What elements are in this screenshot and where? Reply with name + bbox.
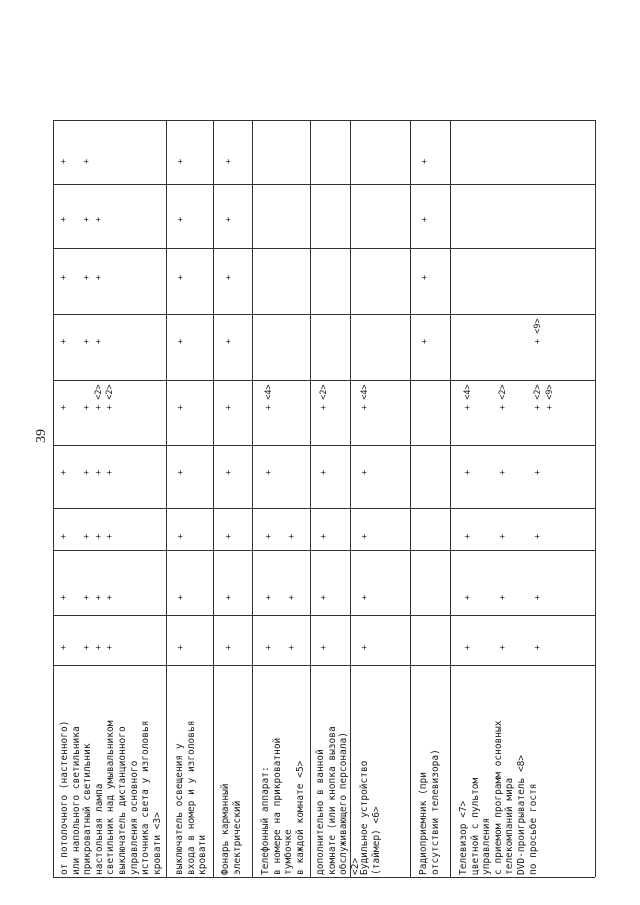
table-cell-mark: + — [176, 644, 186, 650]
table-cell-mark: + — [498, 594, 508, 600]
table-cell-mark: + — [319, 533, 329, 539]
table-cell-mark: + — [264, 533, 274, 539]
table-cell-mark: + — [287, 594, 297, 600]
page-number: 39 — [34, 429, 49, 443]
table-cell-mark: + — [59, 594, 69, 600]
table-cell-mark: + — [533, 594, 543, 600]
table-cell-mark: + — [59, 158, 69, 164]
table-cell-mark: + — [82, 404, 92, 410]
table-cell-mark: + — [420, 216, 430, 222]
table-cell-mark: + — [224, 338, 234, 344]
table-cell-mark: + — [463, 469, 473, 475]
table-cell-mark: + — [82, 533, 92, 539]
table-cell-mark: + — [59, 216, 69, 222]
table-cell-mark: + — [463, 533, 473, 539]
col-divider — [53, 248, 595, 249]
table-cell-mark: + — [224, 533, 234, 539]
row-label-text: от потолочного (настенного) или напольного светильника прикроватный светильник настольная лампа светильник над умывальником выключатель дистанционного управления основного источника света у изголовья кровати <3> — [59, 720, 163, 875]
row-divider — [166, 120, 167, 877]
table-cell-mark: + <9> — [533, 318, 543, 344]
table-cell-mark: + <2> — [498, 384, 508, 410]
table-cell-mark: + <2> — [105, 384, 115, 410]
table-border-left — [53, 120, 54, 877]
table-cell-mark: + — [176, 158, 186, 164]
label-column-divider — [53, 665, 595, 666]
table-cell-mark: + — [224, 594, 234, 600]
table-cell-mark: + — [59, 404, 69, 410]
table-cell-mark: + — [319, 644, 329, 650]
table-cell-mark: + — [264, 644, 274, 650]
table-cell-mark: + — [533, 644, 543, 650]
table-cell-mark: + — [360, 644, 370, 650]
table-cell-mark: + <2> — [533, 384, 543, 410]
row-divider — [213, 120, 214, 877]
table-cell-mark: + — [176, 469, 186, 475]
table-cell-mark: + — [420, 338, 430, 344]
row-divider — [252, 120, 253, 877]
table-cell-mark: + — [176, 274, 186, 280]
table-cell-mark: + — [82, 594, 92, 600]
table-cell-mark: + — [94, 594, 104, 600]
table-cell-mark: + — [82, 644, 92, 650]
table-cell-mark: + <4> — [463, 384, 473, 410]
table-cell-mark: + — [319, 469, 329, 475]
table-cell-mark: + — [94, 274, 104, 280]
col-divider — [53, 380, 595, 381]
row-divider — [450, 120, 451, 877]
table-cell-mark: + — [59, 469, 69, 475]
table-cell-mark: + — [264, 594, 274, 600]
row-label-text: Телефонный аппарат: в номере на прикроватной тумбочке в каждой комнате <5> — [260, 737, 306, 875]
table-cell-mark: + — [82, 338, 92, 344]
table-cell-mark: + — [176, 533, 186, 539]
table-cell-mark: + — [94, 469, 104, 475]
row-label-text: Телевизор <7> цветной с пультом управления с приемом программ основных телекомпаний мира DVD-проигрыватель <8> по просьбе гостя — [458, 720, 539, 875]
table-cell-mark: + <2> — [94, 384, 104, 410]
table-cell-mark: + <2> — [319, 384, 329, 410]
table-cell-mark: + — [498, 644, 508, 650]
table-cell-mark: + — [224, 469, 234, 475]
table-cell-mark: + <9> — [545, 384, 555, 410]
col-divider — [53, 184, 595, 185]
col-divider — [53, 445, 595, 446]
table-cell-mark: + — [264, 469, 274, 475]
col-divider — [53, 615, 595, 616]
table-cell-mark: + — [82, 274, 92, 280]
row-divider — [310, 120, 311, 877]
table-cell-mark: + <4> — [360, 384, 370, 410]
table-cell-mark: + — [360, 594, 370, 600]
row-divider — [410, 120, 411, 877]
table-cell-mark: + — [59, 533, 69, 539]
table-cell-mark: + — [82, 216, 92, 222]
table-cell-mark: + — [59, 274, 69, 280]
row-label-text: дополнительно в ванной комнате (или кнопка вызова обслуживающего персонала) <2> — [315, 726, 361, 875]
table-cell-mark: + — [176, 404, 186, 410]
table-cell-mark: + — [498, 469, 508, 475]
table-cell-mark: + — [533, 533, 543, 539]
col-divider — [53, 508, 595, 509]
table-cell-mark: + — [420, 274, 430, 280]
row-label-text: выключатель освещения у входа в номер и у изголовья кровати — [174, 720, 209, 875]
table-cell-mark: + — [82, 469, 92, 475]
table-cell-mark: + — [224, 644, 234, 650]
row-label-text: Фонарь карманный электрический — [220, 783, 243, 875]
table-cell-mark: + — [82, 158, 92, 164]
table-cell-mark: + — [59, 338, 69, 344]
document-table — [53, 120, 595, 877]
table-cell-mark: + — [287, 644, 297, 650]
table-cell-mark: + — [94, 338, 104, 344]
table-border-right — [595, 120, 596, 877]
table-cell-mark: + — [224, 404, 234, 410]
row-label-text: Будильное устройство (таймер) <6> — [359, 760, 382, 875]
table-cell-mark: + — [94, 216, 104, 222]
table-cell-mark: + — [105, 469, 115, 475]
table-cell-mark: + — [59, 644, 69, 650]
col-divider — [53, 550, 595, 551]
table-cell-mark: + — [105, 533, 115, 539]
table-cell-mark: + — [224, 274, 234, 280]
row-label-text: Радиоприемник (при отсутствии телевизора) — [418, 749, 441, 875]
table-cell-mark: + — [463, 644, 473, 650]
table-cell-mark: + — [420, 158, 430, 164]
table-cell-mark: + — [105, 594, 115, 600]
table-cell-mark: + — [360, 469, 370, 475]
table-border-bottom — [53, 877, 595, 878]
table-cell-mark: + — [360, 533, 370, 539]
table-cell-mark: + — [224, 216, 234, 222]
table-cell-mark: + — [94, 644, 104, 650]
table-cell-mark: + — [176, 594, 186, 600]
table-cell-mark: + — [287, 533, 297, 539]
table-cell-mark: + — [176, 338, 186, 344]
col-divider — [53, 314, 595, 315]
table-cell-mark: + — [176, 216, 186, 222]
table-cell-mark: + — [94, 533, 104, 539]
table-border-top — [53, 120, 595, 121]
table-cell-mark: + — [319, 594, 329, 600]
table-cell-mark: + — [463, 594, 473, 600]
table-cell-mark: + — [533, 469, 543, 475]
table-cell-mark: + — [498, 533, 508, 539]
table-cell-mark: + <4> — [264, 384, 274, 410]
table-cell-mark: + — [224, 158, 234, 164]
table-cell-mark: + — [105, 644, 115, 650]
